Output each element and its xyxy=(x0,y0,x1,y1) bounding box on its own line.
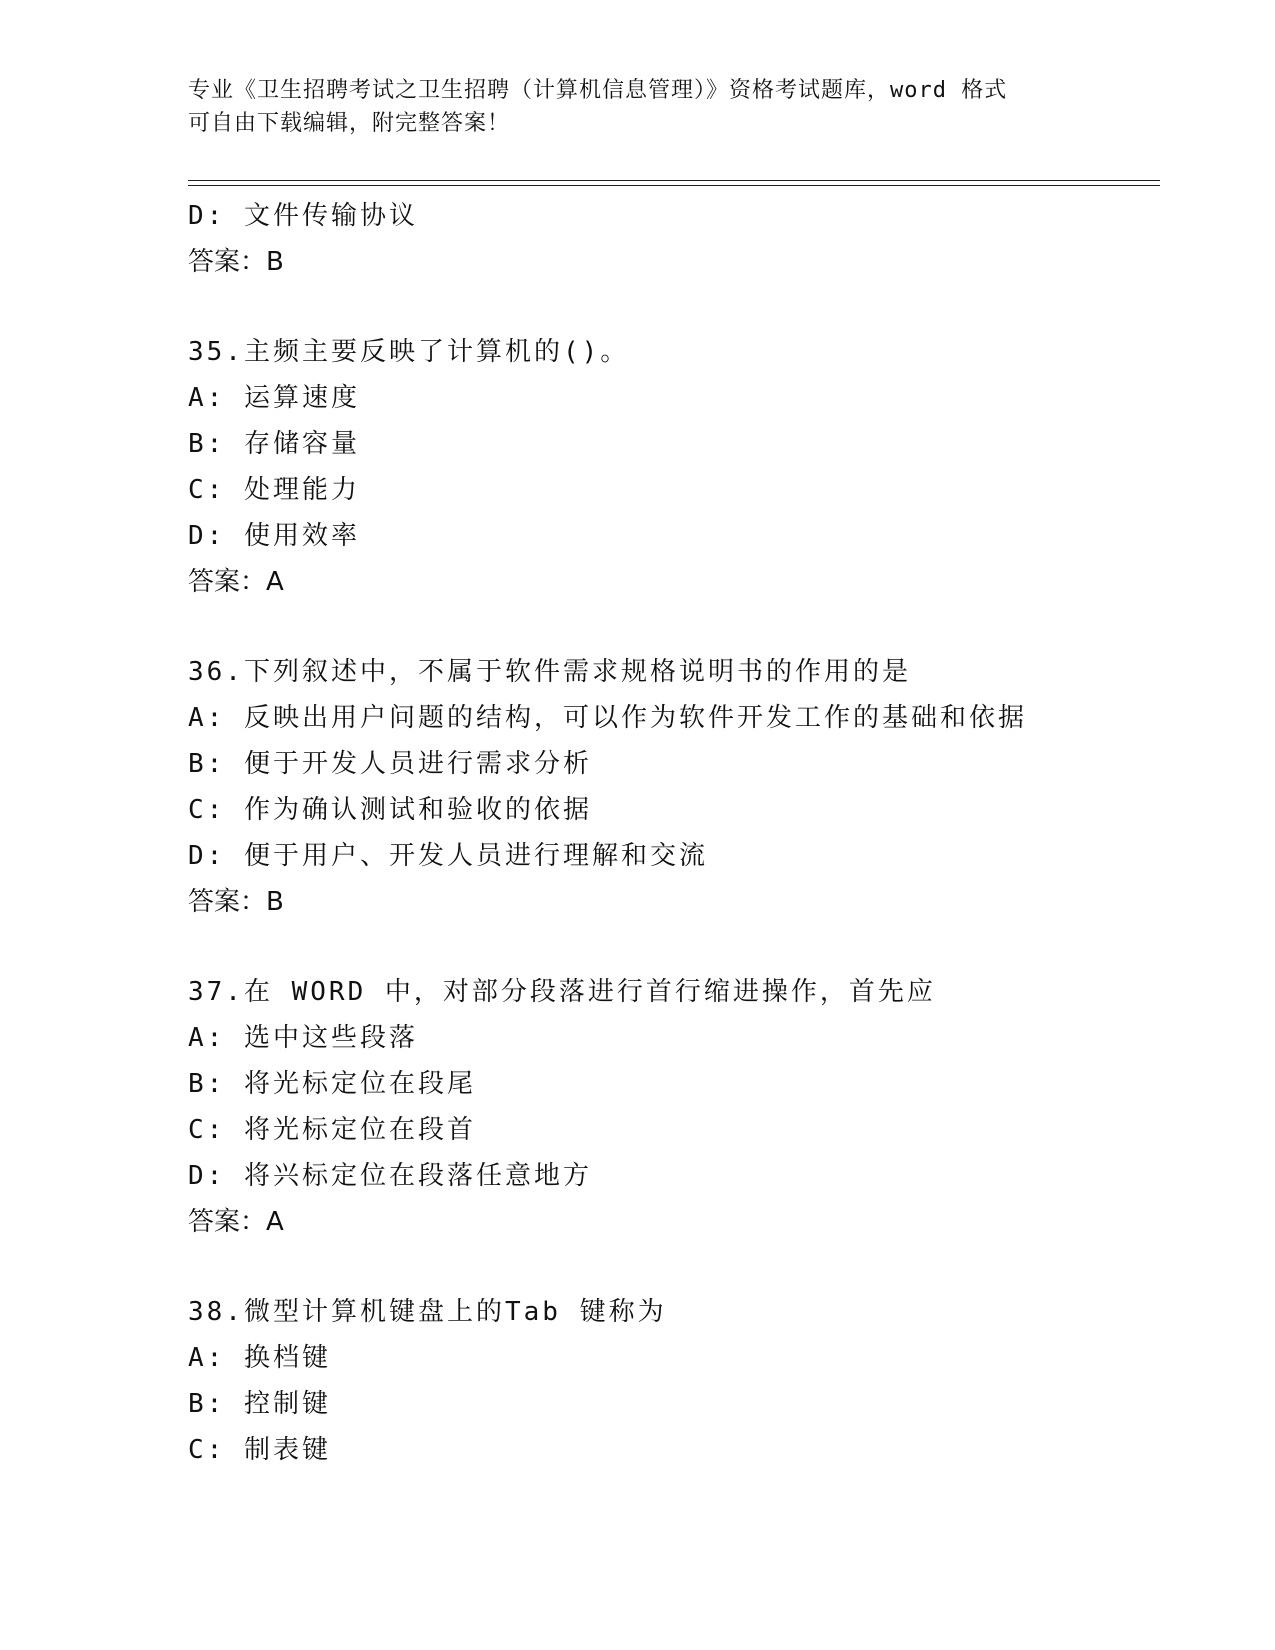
document-header xyxy=(188,74,1088,140)
question-block-38 xyxy=(188,1289,1160,1473)
option-d: D: 将兴标定位在段落任意地方 xyxy=(188,1161,592,1191)
answer-line: 答案：A xyxy=(188,567,284,597)
option-c: C: 作为确认测试和验收的依据 xyxy=(188,795,592,825)
option-b: B: 便于开发人员进行需求分析 xyxy=(188,749,592,779)
question-block-34 xyxy=(188,193,1160,285)
option-c: C: 将光标定位在段首 xyxy=(188,1115,476,1145)
header-divider-top xyxy=(188,180,1160,181)
question-block-37 xyxy=(188,969,1160,1245)
option-d: D: 文件传输协议 xyxy=(188,201,418,231)
question-text: 35.主频主要反映了计算机的()。 xyxy=(188,337,630,367)
option-d: D: 使用效率 xyxy=(188,521,360,551)
option-a: A: 反映出用户问题的结构，可以作为软件开发工作的基础和依据 xyxy=(188,703,1027,733)
answer-line: 答案：B xyxy=(188,887,284,917)
question-block-35 xyxy=(188,329,1160,605)
question-text: 38.微型计算机键盘上的Tab 键称为 xyxy=(188,1297,667,1327)
option-a: A: 选中这些段落 xyxy=(188,1023,418,1053)
option-a: A: 换档键 xyxy=(188,1343,331,1373)
option-b: B: 将光标定位在段尾 xyxy=(188,1069,476,1099)
question-list xyxy=(188,193,1160,1473)
question-text: 36.下列叙述中，不属于软件需求规格说明书的作用的是 xyxy=(188,657,911,687)
option-b: B: 控制键 xyxy=(188,1389,331,1419)
header-line-2: 可自由下载编辑，附完整答案！ xyxy=(188,111,511,136)
option-b: B: 存储容量 xyxy=(188,429,360,459)
option-d: D: 便于用户、开发人员进行理解和交流 xyxy=(188,841,708,871)
question-text: 37.在 WORD 中，对部分段落进行首行缩进操作，首先应 xyxy=(188,977,936,1007)
option-c: C: 处理能力 xyxy=(188,475,360,505)
option-c: C: 制表键 xyxy=(188,1435,331,1465)
question-block-36 xyxy=(188,649,1160,925)
option-a: A: 运算速度 xyxy=(188,383,360,413)
answer-line: 答案：B xyxy=(188,247,284,277)
header-line-1: 专业《卫生招聘考试之卫生招聘（计算机信息管理）》资格考试题库，word 格式 xyxy=(188,78,1008,103)
header-divider-bottom xyxy=(188,185,1160,186)
answer-line: 答案：A xyxy=(188,1207,284,1237)
